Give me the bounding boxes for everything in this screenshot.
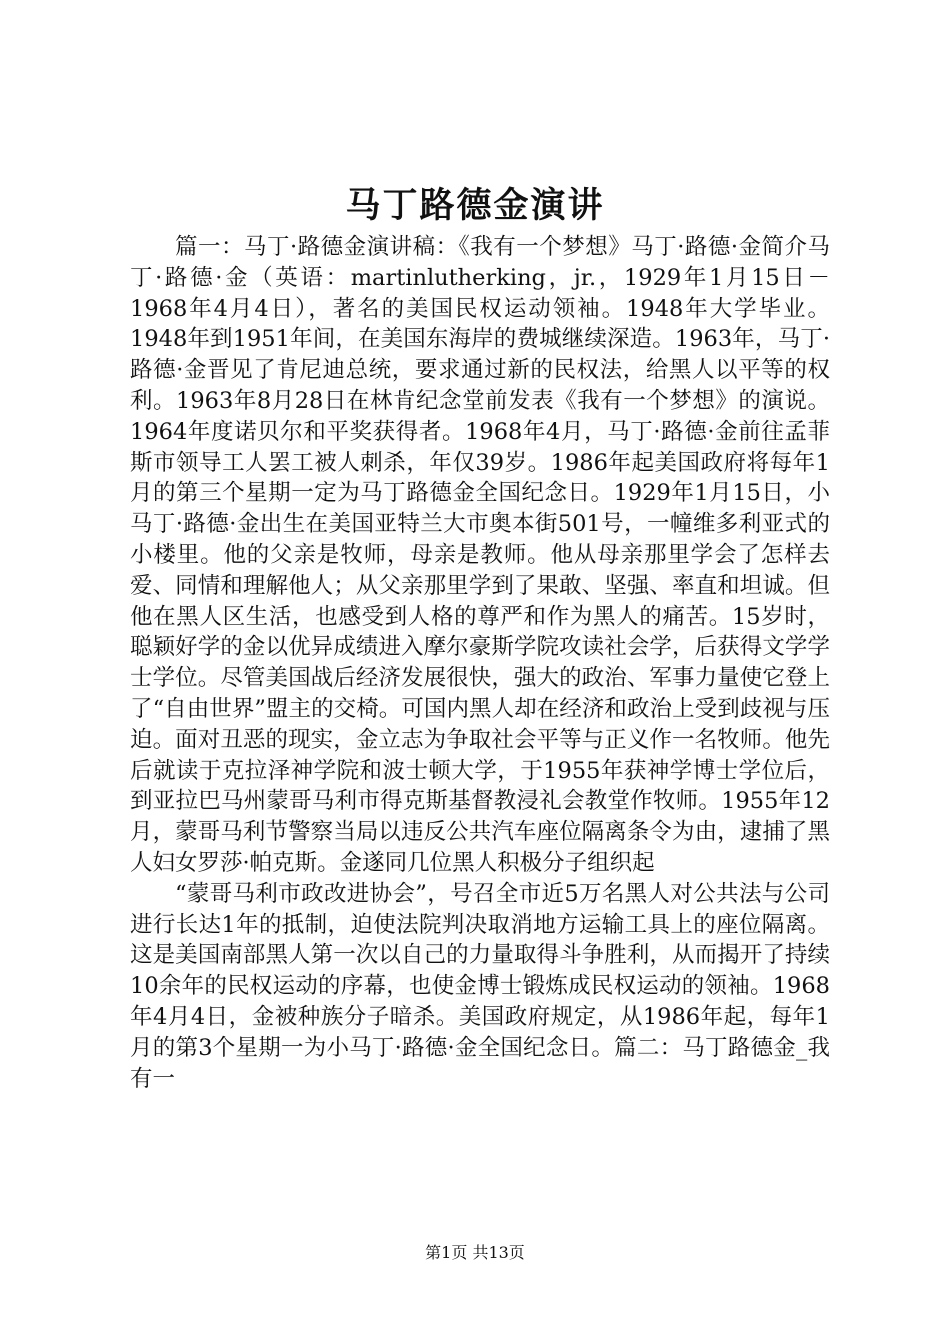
document-body — [130, 232, 830, 1094]
paragraph-2: “蒙哥马利市政改进协会”，号召全市近5万名黑人对公共法与公司进行长达1年的抵制，迫使法院判决取消地方运输工具上的座位隔离。这是美国南部黑人第一次以自己的力量取得斗争胜利，从而揭开了持续10余年的民权运动的序幕，也使金博士锻炼成民权运动的领袖。1968年4月4日，金被种族分子暗杀。美国政府规定，从1986年起，每年1月的第3个星期一为小马丁·路德·金全国纪念日。篇二：马丁路德金_我有一 — [130, 880, 830, 1092]
page-number-footer: 第1页 共13页 — [425, 1243, 525, 1262]
document-title: 马丁路德金演讲 — [345, 185, 605, 226]
paragraph-1: 篇一：马丁·路德金演讲稿：《我有一个梦想》马丁·路德·金简介马丁·路德·金（英语：martinlutherking，jr.，1929年1月15日－1968年4月4日），著名的美国民权运动领袖。1948年大学毕业。1948年到1951年间，在美国东海岸的费城继续深造。1963年，马丁·路德·金晋见了肯尼迪总统，要求通过新的民权法，给黑人以平等的权利。1963年8月28日在林肯纪念堂前发表《我有一个梦想》的演说。1964年度诺贝尔和平奖获得者。1968年4月，马丁·路德·金前往孟菲斯市领导工人罢工被人刺杀，年仅39岁。1986年起美国政府将每年1月的第三个星期一定为马丁路德金全国纪念日。1929年1月15日，小马丁·路德·金出生在美国亚特兰大市奥本街501号，一幢维多利亚式的小楼里。他的父亲是牧师，母亲是教师。他从母亲那里学会了怎样去爱、同情和理解他人；从父亲那里学到了果敢、坚强、率直和坦诚。但他在黑人区生活，也感受到人格的尊严和作为黑人的痛苦。15岁时，聪颖好学的金以优异成绩进入摩尔豪斯学院攻读社会学，后获得文学学士学位。尽管美国战后经济发展很快，强大的政治、军事力量使它登上了“自由世界”盟主的交椅。可国内黑人却在经济和政治上受到歧视与压迫。面对丑恶的现实，金立志为争取社会平等与正义作一名牧师。他先后就读于克拉泽神学院和波士顿大学，于1955年获神学博士学位后，到亚拉巴马州蒙哥马利市得克斯基督教浸礼会教堂作牧师。1955年12月，蒙哥马利节警察当局以违反公共汽车座位隔离条令为由，逮捕了黑人妇女罗莎·帕克斯。金遂同几位黑人积极分子组织起 — [130, 234, 830, 876]
